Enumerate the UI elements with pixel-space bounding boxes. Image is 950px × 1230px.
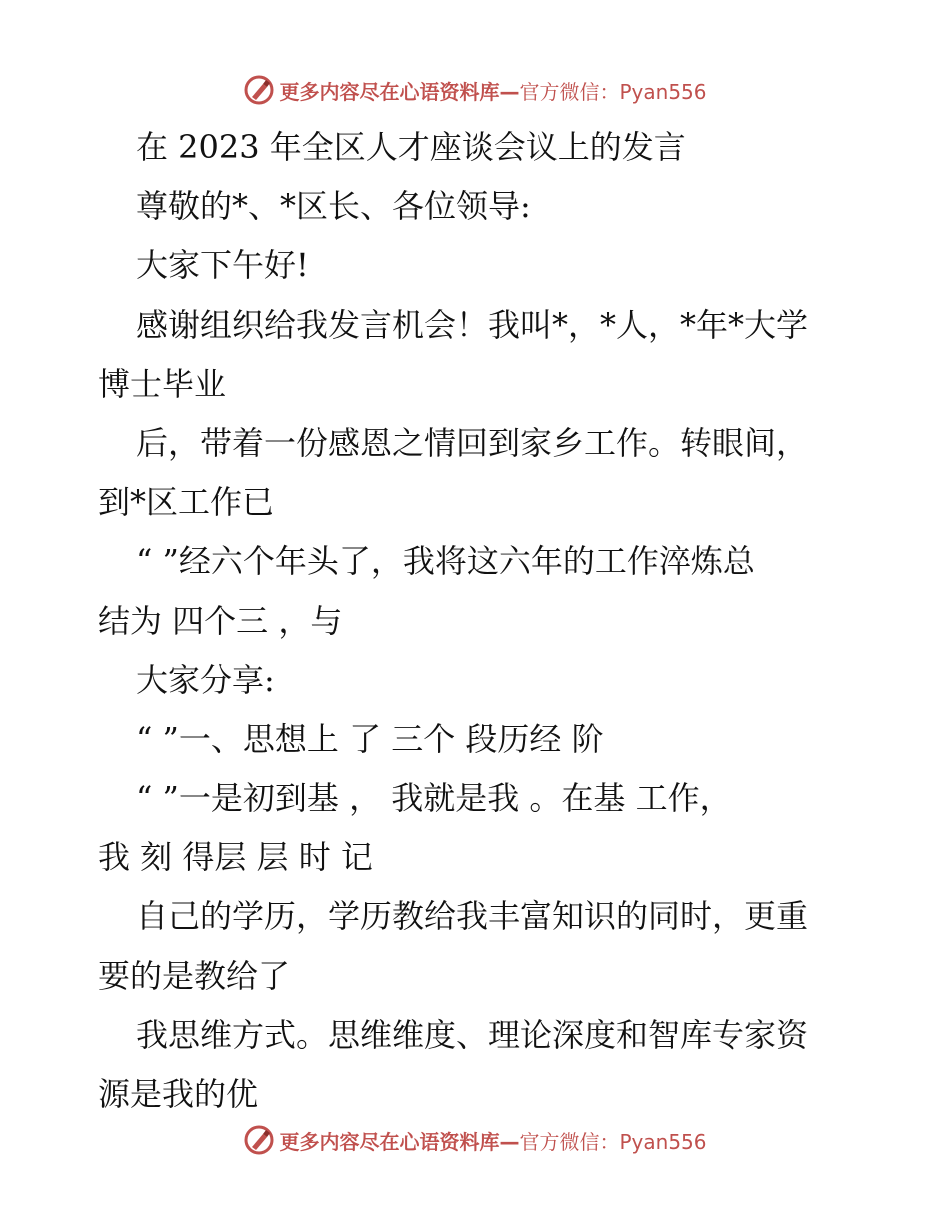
paragraph-line: “ ”一是初到基 ， 我就是我 。在基 工作， [136,779,732,818]
footer-wechat-id: Pyan556 [619,1129,707,1154]
paragraph-line: 博士毕业 [98,364,227,403]
pen-logo-icon [243,74,275,106]
paragraph-line: “ ”经六个年头了，我将这六年的工作淬炼总 [136,542,755,581]
salutation: 尊敬的*、*区长、各位领导: [136,187,531,226]
paragraph-line: 到*区工作已 [98,483,275,522]
header-banner-separator: — [499,79,520,104]
paragraph-line: 要的是教给了 [98,956,291,995]
footer-wechat-label: 官方微信： [519,1129,620,1154]
footer-banner-separator: — [499,1129,520,1154]
paragraph-line: 结为 四个三 ，与 [98,601,343,640]
paragraph-line: 后，带着一份感恩之情回到家乡工作。转眼间， [136,423,809,462]
section-heading: “ ”一、思想上 了 三个 段历经 阶 [136,719,604,758]
paragraph-line: 大家分享: [136,660,275,699]
footer-banner-text [279,1126,706,1155]
paragraph-line: 我思维方式。思维维度、理论深度和智库专家资 [136,1015,809,1054]
paragraph-line: 自己的学历，学历教给我丰富知识的同时，更重 [136,897,809,936]
header-banner-title: 更多内容尽在心语资料库 [279,79,500,104]
document-body [98,118,858,1124]
paragraph-line: 我 刻 得层 层 时 记 [98,838,373,877]
pen-logo-icon [243,1124,275,1156]
greeting: 大家下午好! [136,246,309,285]
document-title: 在 2023 年全区人才座谈会议上的发言 [136,128,686,166]
header-banner [0,70,950,110]
footer-banner-title: 更多内容尽在心语资料库 [279,1129,500,1154]
header-wechat-label: 官方微信： [519,79,620,104]
paragraph-line: 源是我的优 [98,1075,259,1113]
header-wechat-id: Pyan556 [619,79,707,104]
header-banner-text [279,76,706,105]
footer-banner [0,1120,950,1160]
paragraph-line: 感谢组织给我发言机会！我叫*，*人，*年*大学 [136,305,809,344]
